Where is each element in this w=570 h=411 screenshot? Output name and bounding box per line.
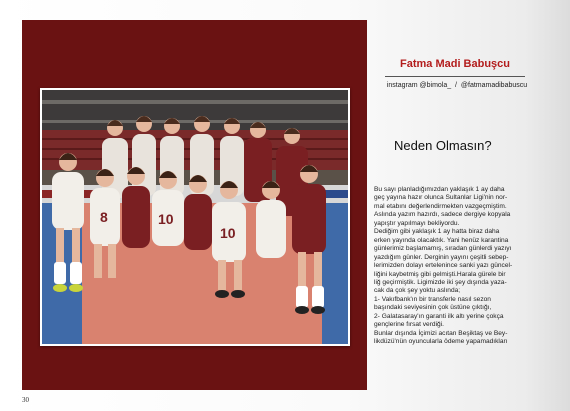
social-handles — [372, 82, 542, 89]
author-name: Fatma Madi Babuşcu — [399, 58, 511, 70]
team-photo — [42, 90, 348, 344]
article-body — [374, 186, 534, 347]
handle-separator: / — [455, 82, 457, 89]
instagram-handle-1: @bimola_ — [419, 82, 452, 89]
svg-text:10: 10 — [158, 211, 174, 227]
body-line: mal etabını değerlendirmekten vazgeçmiştim. — [374, 202, 507, 210]
author-divider — [385, 76, 525, 77]
body-line: gençlerine fırsat verdiği. — [374, 321, 445, 329]
body-line: lerimizden dolayı ertelenince sanki yazı güncel- — [374, 262, 513, 270]
team-photo-frame — [40, 88, 350, 346]
svg-text:10: 10 — [220, 225, 236, 241]
body-line: günlerimiz başlamamış, sıradan günlerdi yazıyı — [374, 245, 512, 253]
body-line: likdüzü'nün oyuncularla ödeme yapamadıkları — [374, 338, 508, 346]
body-line: geç yayına hazır olunca Sultanlar Ligi'nin nor- — [374, 194, 508, 202]
page-number: 30 — [22, 396, 29, 404]
body-line: liğ geçirmiştik. Ligimizde iki şey dışında yaza- — [374, 278, 507, 286]
body-line: cak da çok şey yoktu aslında; — [374, 287, 461, 295]
article-title: Neden Olmasın? — [394, 138, 492, 153]
svg-text:8: 8 — [100, 209, 108, 225]
body-line: erken yayında olacaktık. Yani henüz karantina — [374, 236, 509, 244]
body-line: Bu sayı planladığımızdan yaklaşık 1 ay daha — [374, 186, 505, 193]
body-line: Aslında yazım hazırdı, sadece dergiye kopyala — [374, 211, 511, 219]
body-line: Bunlar dışında İçimizi acıtan Beşiktaş ve Bey- — [374, 329, 508, 337]
body-line: 2- Galatasaray'ın garanti ilk altı yerine çokça — [374, 312, 504, 320]
body-line: başındaki seviyesinin çok üstüne çıktığı, — [374, 304, 492, 312]
body-line: 1- Vakıfbank'ın bir transferle nasıl sezon — [374, 295, 491, 303]
instagram-label: instagram — [386, 82, 418, 89]
body-line: liğini kaybetmiş gibi gelmişti.Harala gürele bir — [374, 270, 506, 278]
instagram-handle-2: @fatmamadibabuscu — [460, 82, 528, 89]
body-line: Dediğim gibi yaklaşık 1 ay hatta biraz daha — [374, 228, 500, 236]
body-line: yazdığım günler. Derginin yayını çeşitli sebep- — [374, 253, 509, 261]
body-line: yapıştır yapılmayı bekliyordu. — [374, 219, 460, 227]
